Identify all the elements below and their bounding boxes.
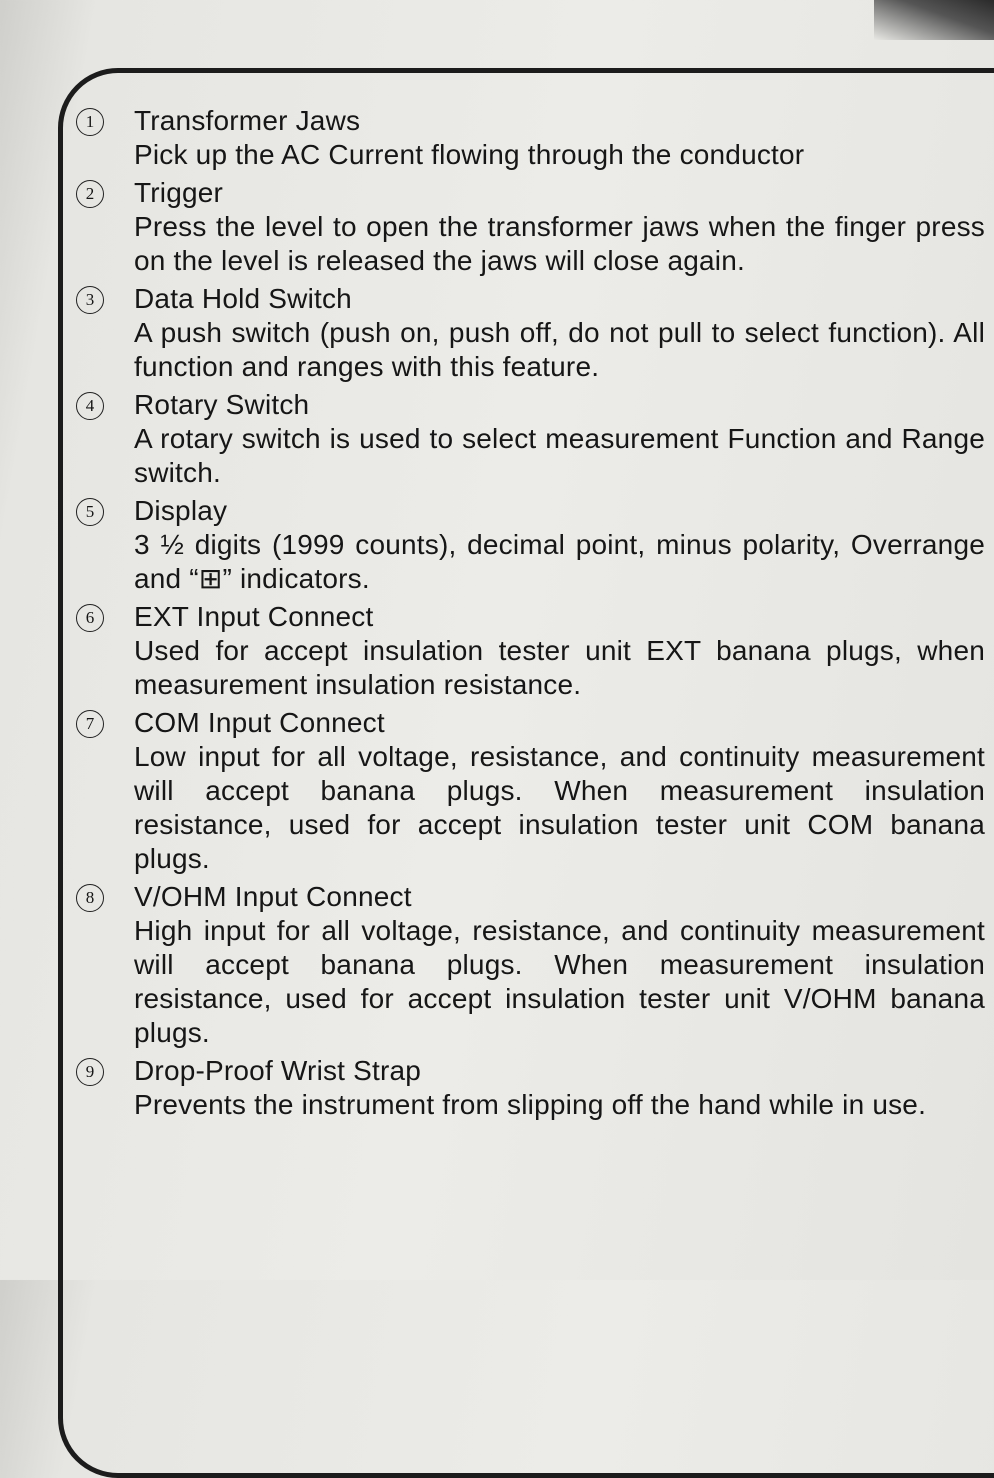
item-title: V/OHM Input Connect (134, 881, 412, 912)
item-title: EXT Input Connect (134, 601, 374, 632)
item-title: Trigger (134, 177, 224, 208)
list-item (70, 600, 985, 702)
item-title: Data Hold Switch (134, 283, 352, 314)
item-description: High input for all voltage, resistance, and continuity measurement will accept banana plugs. When measurement insulation resistance, used for accept insulation tester unit V/OHM banana plugs. (134, 915, 985, 1048)
item-description: A push switch (push on, push off, do not pull to select function). All function and ranges with this feature. (134, 317, 985, 382)
list-item (70, 880, 985, 1050)
item-title: COM Input Connect (134, 707, 385, 738)
list-item (70, 104, 985, 172)
item-number: 1 (76, 108, 104, 136)
page-shadow (874, 0, 994, 40)
item-number: 3 (76, 286, 104, 314)
item-description: Pick up the AC Current flowing through the conductor (134, 139, 805, 170)
item-number: 2 (76, 180, 104, 208)
item-title: Rotary Switch (134, 389, 310, 420)
item-title: Drop-Proof Wrist Strap (134, 1055, 422, 1086)
item-description: Used for accept insulation tester unit EXT banana plugs, when measurement insulation resistance. (134, 635, 985, 700)
item-title: Transformer Jaws (134, 105, 361, 136)
item-description: Low input for all voltage, resistance, and continuity measurement will accept banana plugs. When measurement insulation resistance, used for accept insulation tester unit COM banana plugs. (134, 741, 985, 874)
item-number: 4 (76, 392, 104, 420)
item-description: Prevents the instrument from slipping off the hand while in use. (134, 1089, 927, 1120)
item-number: 7 (76, 710, 104, 738)
item-title: Display (134, 495, 228, 526)
list-item (70, 1054, 985, 1122)
item-number: 5 (76, 498, 104, 526)
list-item (70, 388, 985, 490)
item-description: A rotary switch is used to select measurement Function and Range switch. (134, 423, 985, 488)
item-number: 6 (76, 604, 104, 632)
parts-list (70, 100, 985, 1122)
list-item (70, 494, 985, 596)
list-item (70, 706, 985, 876)
item-number: 9 (76, 1058, 104, 1086)
list-item (70, 282, 985, 384)
list-item (70, 176, 985, 278)
item-description: Press the level to open the transformer jaws when the finger press on the level is released the jaws will close again. (134, 211, 985, 276)
item-description: 3 ½ digits (1999 counts), decimal point, minus polarity, Overrange and “⊞” indicators. (134, 529, 985, 594)
item-number: 8 (76, 884, 104, 912)
